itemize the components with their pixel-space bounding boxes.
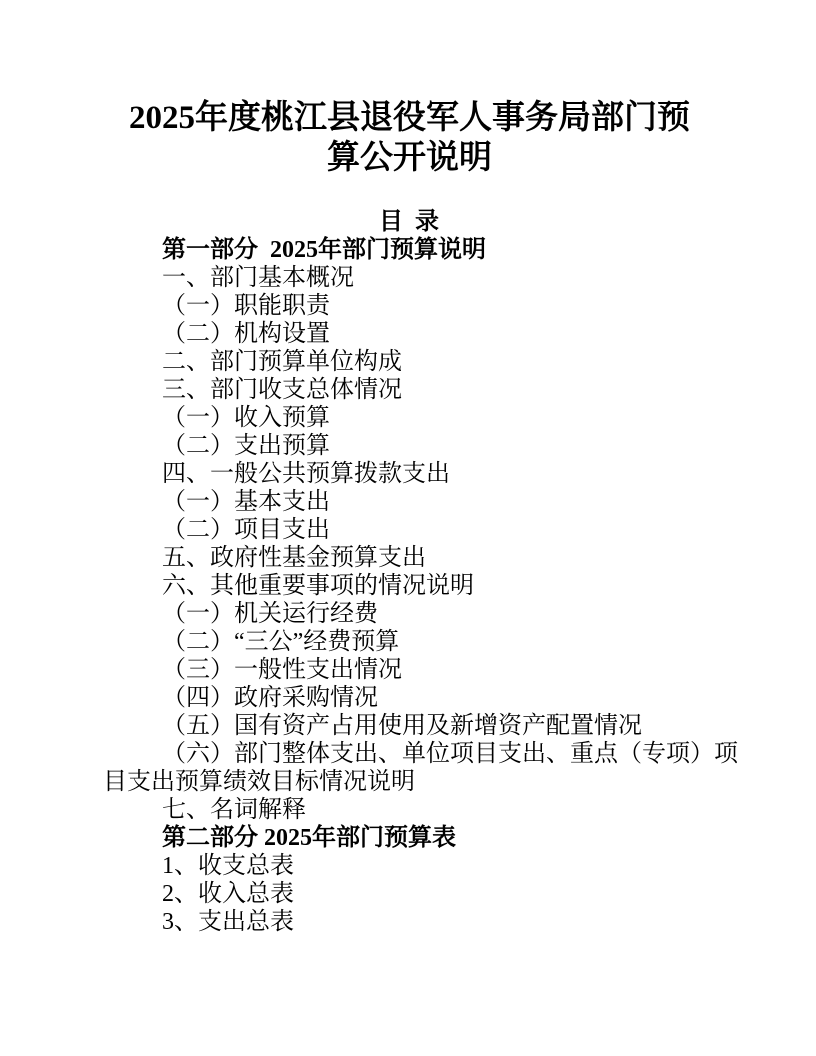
toc-entry: （二）机构设置 [162, 321, 330, 347]
toc-entry: 七、名词解释 [162, 797, 306, 823]
toc-entry: （一）基本支出 [162, 489, 330, 515]
toc-entry: 一、部门基本概况 [162, 265, 354, 291]
toc-entry: 1、收支总表 [162, 853, 294, 879]
toc-entry: 3、支出总表 [162, 909, 294, 935]
toc-entry: 六、其他重要事项的情况说明 [162, 573, 474, 599]
document-title-line1: 2025年度桃江县退役军人事务局部门预 [129, 100, 690, 136]
toc-entry: 四、一般公共预算拨款支出 [162, 461, 450, 487]
toc-entry: （四）政府采购情况 [162, 685, 378, 711]
toc-entry: 第一部分 2025年部门预算说明 [162, 237, 486, 263]
toc-entry: （二）支出预算 [162, 433, 330, 459]
toc-list [103, 236, 738, 936]
toc-heading: 目 录 [379, 209, 439, 235]
toc-entry: 二、部门预算单位构成 [162, 349, 402, 375]
toc-entry: （三）一般性支出情况 [162, 657, 402, 683]
toc-entry: （六）部门整体支出、单位项目支出、重点（专项）项目支出预算绩效目标情况说明 [103, 741, 738, 795]
toc-entry: 第二部分 2025年部门预算表 [162, 825, 456, 851]
toc-entry: （五）国有资产占用使用及新增资产配置情况 [162, 713, 642, 739]
toc-entry: （一）机关运行经费 [162, 601, 378, 627]
toc-entry: 2、收入总表 [162, 881, 294, 907]
document-title-line2: 算公开说明 [327, 140, 492, 176]
toc-entry: （一）职能职责 [162, 293, 330, 319]
table-of-contents [103, 208, 738, 936]
toc-entry: 五、政府性基金预算支出 [162, 545, 426, 571]
document-title [103, 98, 716, 178]
toc-entry: （一）收入预算 [162, 405, 330, 431]
toc-entry: （二）“三公”经费预算 [162, 629, 400, 655]
toc-entry: 三、部门收支总体情况 [162, 377, 402, 403]
toc-entry: （二）项目支出 [162, 517, 330, 543]
